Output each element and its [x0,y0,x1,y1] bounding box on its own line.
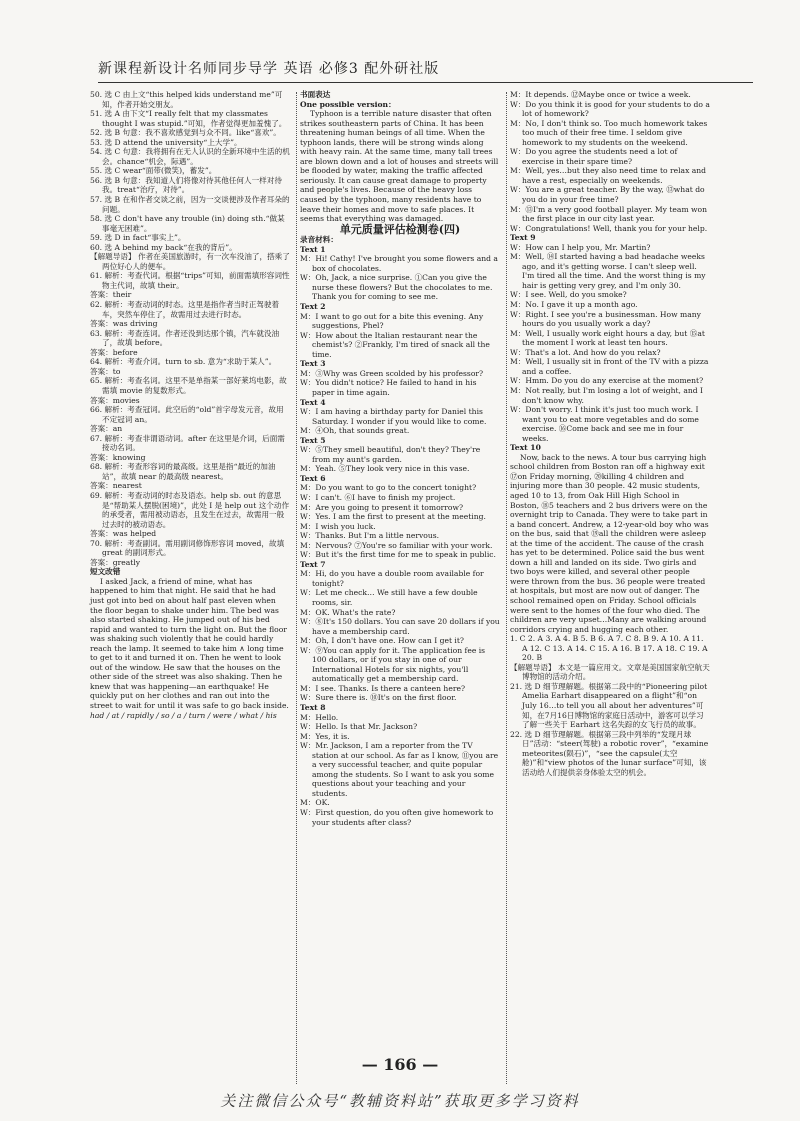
answer-item: 答案：before [90,347,138,357]
footer-note: 关注微信公众号“教辅资料站”获取更多学习资料 [220,1092,580,1110]
text-heading: Text 5 [300,435,326,445]
column-middle [300,90,500,827]
correction-heading: 短文改错 [90,567,121,577]
answer-item: 60. 选 A behind my back“在我的背后”。 [90,242,237,252]
answer-item: 答案：their [90,290,132,300]
transcript-line: W：I am having a birthday party for Daniel this Saturday. I wonder if you would like to come. [300,407,487,426]
transcript-line: W：Sure there is. ⑩It's on the first floor. [300,693,457,703]
transcript-line: W：Oh, Jack, a nice surprise. ①Can you give the nurse these flowers? But the chocolates to me. Thank you for coming to see me. [300,273,493,302]
answer-key-list [90,90,290,567]
text-heading: Text 3 [300,359,326,369]
transcript-line: M：Yeah. ⑤They look very nice in this vase. [300,464,470,474]
answer-item: 答案：an [90,424,123,434]
transcript-line: W：⑨You can apply for it. The application fee is 100 dollars, or if you stay in one of our International Hotels for six nights, you'll automatically get a membership card. [300,645,486,684]
transcript-list-continued [510,90,710,777]
correction-fixes: had / at / rapidly / so / a / turn / were / what / his [90,710,277,720]
transcript-line: M：⑬I'm a very good football player. My team won the first place in our city last year. [510,204,708,224]
text-heading: Text 9 [510,233,536,243]
answer-item: 67. 解析：考查非谓语动词。after 在这里是介词，后面需接动名词。 [90,433,285,453]
transcript-line: W：⑧It's 150 dollars. You can save 20 dollars if you have a membership card. [300,617,500,636]
column-divider [296,92,297,1084]
answer-item: 66. 解析：考查冠词。此空后的“old”首字母发元音，故用不定冠词 an。 [90,405,284,424]
transcript-line: W：⑤They smell beautiful, don't they? They're from my aunt's garden. [300,445,481,464]
answer-item: 答案：movies [90,395,140,405]
transcript-line: M：④Oh, that sounds great. [300,426,410,436]
transcript-line: 【解题导语】 本文是一篇应用文。文章是美国国家航空航天博物馆的活动介绍。 [510,662,710,682]
answer-item: 答案：greatly [90,557,141,567]
text-heading: Text 4 [300,397,326,407]
transcript-list [300,245,500,827]
transcript-line: 1. C 2. A 3. A 4. B 5. B 6. A 7. C 8. B 9. A 10. A 11. A 12. C 13. A 14. C 15. A 16. B 17. A 18. C 19. A 20. B [510,634,708,663]
column-right [510,90,710,777]
answer-item: 70. 解析：考查副词。需用副词修饰形容词 moved，故填 great 的副词形式。 [90,538,285,558]
answer-item: 59. 选 D in fact“事实上”。 [90,233,186,243]
transcript-line: W：Let me check… We still have a few double rooms, sir. [300,588,478,607]
transcript-line: M：OK. What's the rate? [300,607,396,617]
page-header: 新课程新设计名师同步导学 英语 必修3 配外研社版 [98,61,440,77]
transcript-line: M：No. I gave it up a month ago. [510,300,638,310]
transcript-line: M：③Why was Green scolded by his professor? [300,368,484,378]
transcript-line: M：No, I don't think so. Too much homework takes too much of their free time. I seldom give homework to my students on the weekend. [510,118,708,147]
unit-title: 单元质量评估检测卷(四) [339,222,461,236]
answer-item: 69. 解析：考查动词的时态及语态。help sb. out 的意思是“帮助某人摆脱(困境)”，此处 I 是 help out 这个动作的承受者，需用被动语态，且发生在过去，故需用一般过去时的被动语态。 [90,490,290,529]
transcript-line: M：Well, ⑭I started having a bad headache weeks ago, and it's getting worse. I can't sleep well. I'm tired all the time. And the worst thing is my hair is getting very grey, and I'm only 30. [510,252,706,290]
text-heading: Text 2 [300,302,326,312]
answer-item: 51. 选 A 由下文“I really felt that my classmates thought I was stupid.”可知，作者觉得更加羞愧了。 [90,109,287,128]
text-heading: Text 7 [300,559,326,569]
listening-heading: 录音材料： [300,235,338,245]
text-heading: Text 1 [300,244,326,254]
transcript-line: M：It depends. ⑫Maybe once or twice a week. [510,90,691,99]
transcript-line: M：I wish you luck. [300,521,376,531]
text-heading: Text 8 [300,703,326,712]
answer-item: 62. 解析：考查动词的时态。这里是指作者当时正驾驶着车，突然车停住了，故需用过去进行时态。 [90,300,280,319]
transcript-line: W：Yes. I am the first to present at the meeting. [300,512,486,522]
answer-item: 56. 选 B 句意：我知道人们将像对待其他任何人一样对待我。treat“治疗，对待”。 [90,175,282,195]
answer-item: 63. 解析：考查连词。作者还没到达那个镇，汽车就没油了，故填 before。 [90,328,280,348]
transcript-line: W：How can I help you, Mr. Martin? [510,242,651,252]
transcript-line: W：Congratulations! Well, thank you for your help. [510,223,708,233]
answer-item: 64. 解析：考查介词。turn to sb. 意为“求助于某人”。 [90,357,277,367]
transcript-line: M：Not really, but I'm losing a lot of weight, and I don't know why. [510,385,704,405]
transcript-line: M：Hello. [300,712,339,722]
answer-item: 65. 解析：考查名词。这里不是单指某一部好莱坞电影，故需填 movie 的复数形式。 [90,376,287,395]
transcript-line: W：Hmm. Do you do any exercise at the moment? [510,376,704,386]
transcript-line: W：Mr. Jackson, I am a reporter from the TV station at our school. As far as I know, ⑪you are a very successful teacher, and quite popular among the students. So I want to ask you some questions about your teaching and your students. [300,741,499,798]
transcript-line: 21. 选 D 细节理解题。根据第二段中的“Pioneering pilot Amelia Earhart disappeared on a flight”和“on July 16…to tell you all about her adventures”可知，在7月16日博物馆的家庭日活动中，游客可以学习了解一些关于 Earhart 这名失踪的女飞行员的故事。 [510,681,708,730]
answer-item: 答案：was driving [90,319,158,329]
transcript-line: M：I see. Thanks. Is there a canteen here? [300,683,466,693]
answer-item: 答案：knowing [90,452,146,462]
transcript-line: W：Do you agree the students need a lot of exercise in their spare time? [510,147,678,166]
transcript-line: M：Hi! Cathy! I've brought you some flowers and a box of chocolates. [300,254,498,273]
transcript-line: M：Well, I usually work eight hours a day, but ⑮at the moment I work at least ten hours. [510,328,705,348]
page-number: — 166 — [361,1055,439,1074]
column-divider [506,92,507,1084]
transcript-line: M：Yes, it is. [300,731,350,741]
transcript-line: W：How about the Italian restaurant near the chemist's? ②Frankly, I'm tired of snack all the time. [300,330,490,359]
answer-item: 答案：to [90,366,121,376]
transcript-line: M：OK. [300,798,330,808]
transcript-line: M：Well, I usually sit in front of the TV with a pizza and a coffee. [510,357,709,376]
text-heading: Text 6 [300,473,326,483]
transcript-line: W：Hello. Is that Mr. Jackson? [300,722,418,732]
answer-item: 【解题导语】 作者在美国旅游时，有一次车没油了，搭乘了两位好心人的便车。 [90,252,290,271]
answer-item: 58. 选 C don't have any trouble (in) doing sth.“做某事毫无困难”。 [90,214,285,233]
answer-item: 57. 选 B 在和作者交谈之前，因为一交谈便涉及作者耳朵的问题。 [90,195,290,214]
transcript-line: W：But it's the first time for me to speak in public. [300,550,496,560]
column-left [90,90,290,720]
transcript-line: W：First question, do you often give homework to your students after class? [300,808,494,827]
transcript-line: W：Thanks. But I'm a little nervous. [300,531,440,541]
transcript-line: M：Oh, I don't have one. How can I get it? [300,636,464,646]
transcript-line: M：I want to go out for a bite this evening. Any suggestions, Phel? [300,311,484,331]
transcript-line: M：Hi, do you have a double room available for tonight? [300,569,484,588]
transcript-line: W：You are a great teacher. By the way, ⑬what do you do in your free time? [510,185,705,205]
writing-text: Typhoon is a terrible nature disaster that often strikes southeastern parts of China. It has been threatening human beings of all time. When the typhoon lands, there will be strong winds along with heavy rain. At the same time, many tall trees are blown down and a lot of houses and streets will be flooded by water, making the traffic affected seriously. It can cause great damage to property and people's lives. Because of the heavy loss caused by the typhoon, many residents have to leave their homes and move to safe places. It seems that everything was damaged. [300,109,499,224]
answer-item: 答案：was helped [90,529,157,539]
answer-item: 68. 解析：考查形容词的最高级。这里是指“最近的加油站”，故填 near 的最高级 nearest。 [90,462,276,481]
transcript-line: W：I can't. ⑥I have to finish my project. [300,492,456,502]
writing-subheading: One possible version： [300,99,396,109]
text-heading: Text 10 [510,443,541,453]
correction-text: I asked Jack, a friend of mine, what has happened to him that night. He said that he had just got into bed on about half past eleven when the floor began to shake under him. The bed was also started shaking. He jumped out of his bed rapid and wanted to turn the light on. But the floor was shaking such violently that he could hardly reach the lamp. It seemed to take him ∧ long time to get to it and turned it on. Then he went to look out of the window. He saw that the houses on the other side of the street was also shaking. Then he knew that was happening—an earthquake! He quickly put on her clothes and ran out into the street to wait for until it was safe to go back inside. [90,576,289,710]
transcript-line: W：That's a lot. And how do you relax? [510,347,661,357]
answer-item: 61. 解析：考查代词。根据“trips”可知，前面需填形容词性物主代词，故填 their。 [90,271,290,290]
transcript-line: W：Do you think it is good for your students to do a lot of homework? [510,99,710,119]
answer-item: 答案：nearest [90,481,142,491]
answer-item: 55. 选 C wear“面带(微笑)，蓄发”。 [90,166,217,176]
answer-item: 54. 选 C 句意：我将拥有在无人认识的全新环境中生活的机会。chance“机会，际遇”。 [90,147,290,166]
writing-heading: 书面表达 [300,90,331,99]
transcript-line: W：Right. I see you're a businessman. How many hours do you usually work a day? [510,309,701,329]
transcript-line: 22. 选 D 细节理解题。根据第三段中列举的“发现月球日”活动：“steer(驾驶) a robotic rover”，“examine meteorites(陨石)”，“see the capsule(太空舱)”和“view photos of the lunar surface”可知，该活动给人们提供亲身体验太空的机会。 [510,729,709,777]
answer-item: 50. 选 C 由上文“this helped kids understand me”可知，作者开始交朋友。 [90,90,283,109]
transcript-line: M：Do you want to go to the concert tonight? [300,483,477,493]
transcript-line: Now, back to the news. A tour bus carrying high school children from Boston ran off a highway exit ⑰on Friday morning, ⑳killing 4 children and injuring more than 30 people. 42 music students, aged 10 to 13, from Oak Hill High School in Boston, ⑱5 teachers and 2 bus drivers were on the overnight trip to Canada. They were to take part in a band concert. Andrew, a 12-year-old boy who was on the bus, said that ⑲all the children were asleep at the time of the accident. The cause of the crash has yet to be determined. Police said the bus went down a hill and landed on its side. Two girls and two boys were killed, and several other people were thrown from the bus. 36 people were treated at hospitals, but most are now out of danger. The school remained open on Friday. School officials were sent to the homes of the four who died. The children are very upset…Many are walking around corridors crying and hugging each other. [510,452,709,634]
transcript-line: M：Nervous? ⑦You're so familiar with your work. [300,540,493,550]
header-rule [98,82,753,83]
answer-item: 52. 选 B 句意：我不喜欢感觉到与众不同。like“喜欢”。 [90,128,281,138]
transcript-line: M：Are you going to present it tomorrow? [300,502,464,512]
transcript-line: W：Don't worry. I think it's just too much work. I want you to eat more vegetables and do some exercise. ⑯Come back and see me in four weeks. [510,405,699,443]
transcript-line: M：Well, yes…but they also need time to relax and have a rest, especially on weekends. [510,166,707,185]
answer-item: 53. 选 D attend the university“上大学”。 [90,137,242,147]
transcript-line: W：You didn't notice? He failed to hand in his paper in time again. [300,378,477,397]
transcript-line: W：I see. Well, do you smoke? [510,290,627,300]
